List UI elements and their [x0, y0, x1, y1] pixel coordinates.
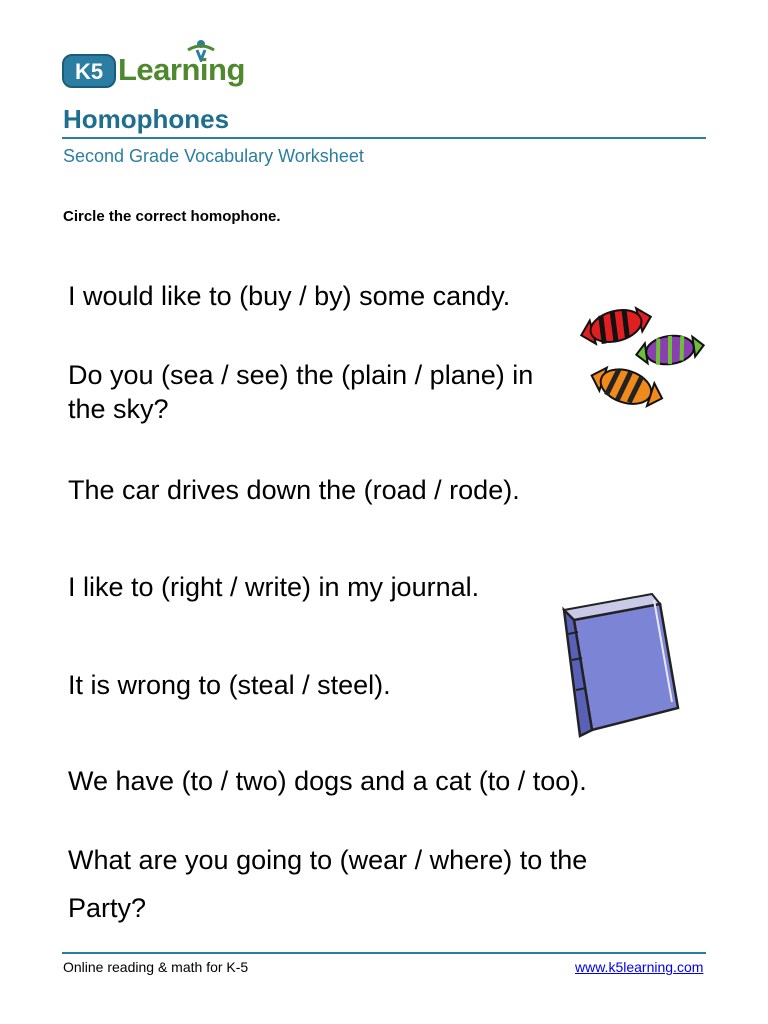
k5-badge-icon [62, 54, 116, 88]
logo-wordmark: Learning [118, 52, 245, 87]
website-link[interactable]: www.k5learning.com [575, 959, 704, 975]
candy-icon [574, 290, 710, 420]
instruction-text: Circle the correct homophone. [63, 208, 281, 225]
k5-learning-logo [62, 38, 246, 94]
book-icon [556, 590, 682, 742]
question-4: I like to (right / write) in my journal. [68, 572, 480, 602]
footer-divider [62, 952, 706, 954]
page-title: Homophones [63, 104, 230, 134]
title-divider [62, 137, 706, 139]
page-subtitle: Second Grade Vocabulary Worksheet [63, 146, 364, 166]
question-2: Do you (sea / see) the (plain / plane) in the sky? [68, 360, 534, 424]
question-5: It is wrong to (steal / steel). [68, 670, 391, 700]
question-3: The car drives down the (road / rode). [68, 475, 520, 505]
footer-tagline: Online reading & math for K-5 [63, 959, 249, 975]
svg-text:K5: K5 [74, 59, 104, 84]
question-6: We have (to / two) dogs and a cat (to / too). [68, 766, 587, 796]
question-1: I would like to (buy / by) some candy. [68, 281, 511, 311]
question-7: What are you going to (wear / where) to the Party? [68, 845, 588, 923]
reader-figure-icon [184, 38, 218, 62]
